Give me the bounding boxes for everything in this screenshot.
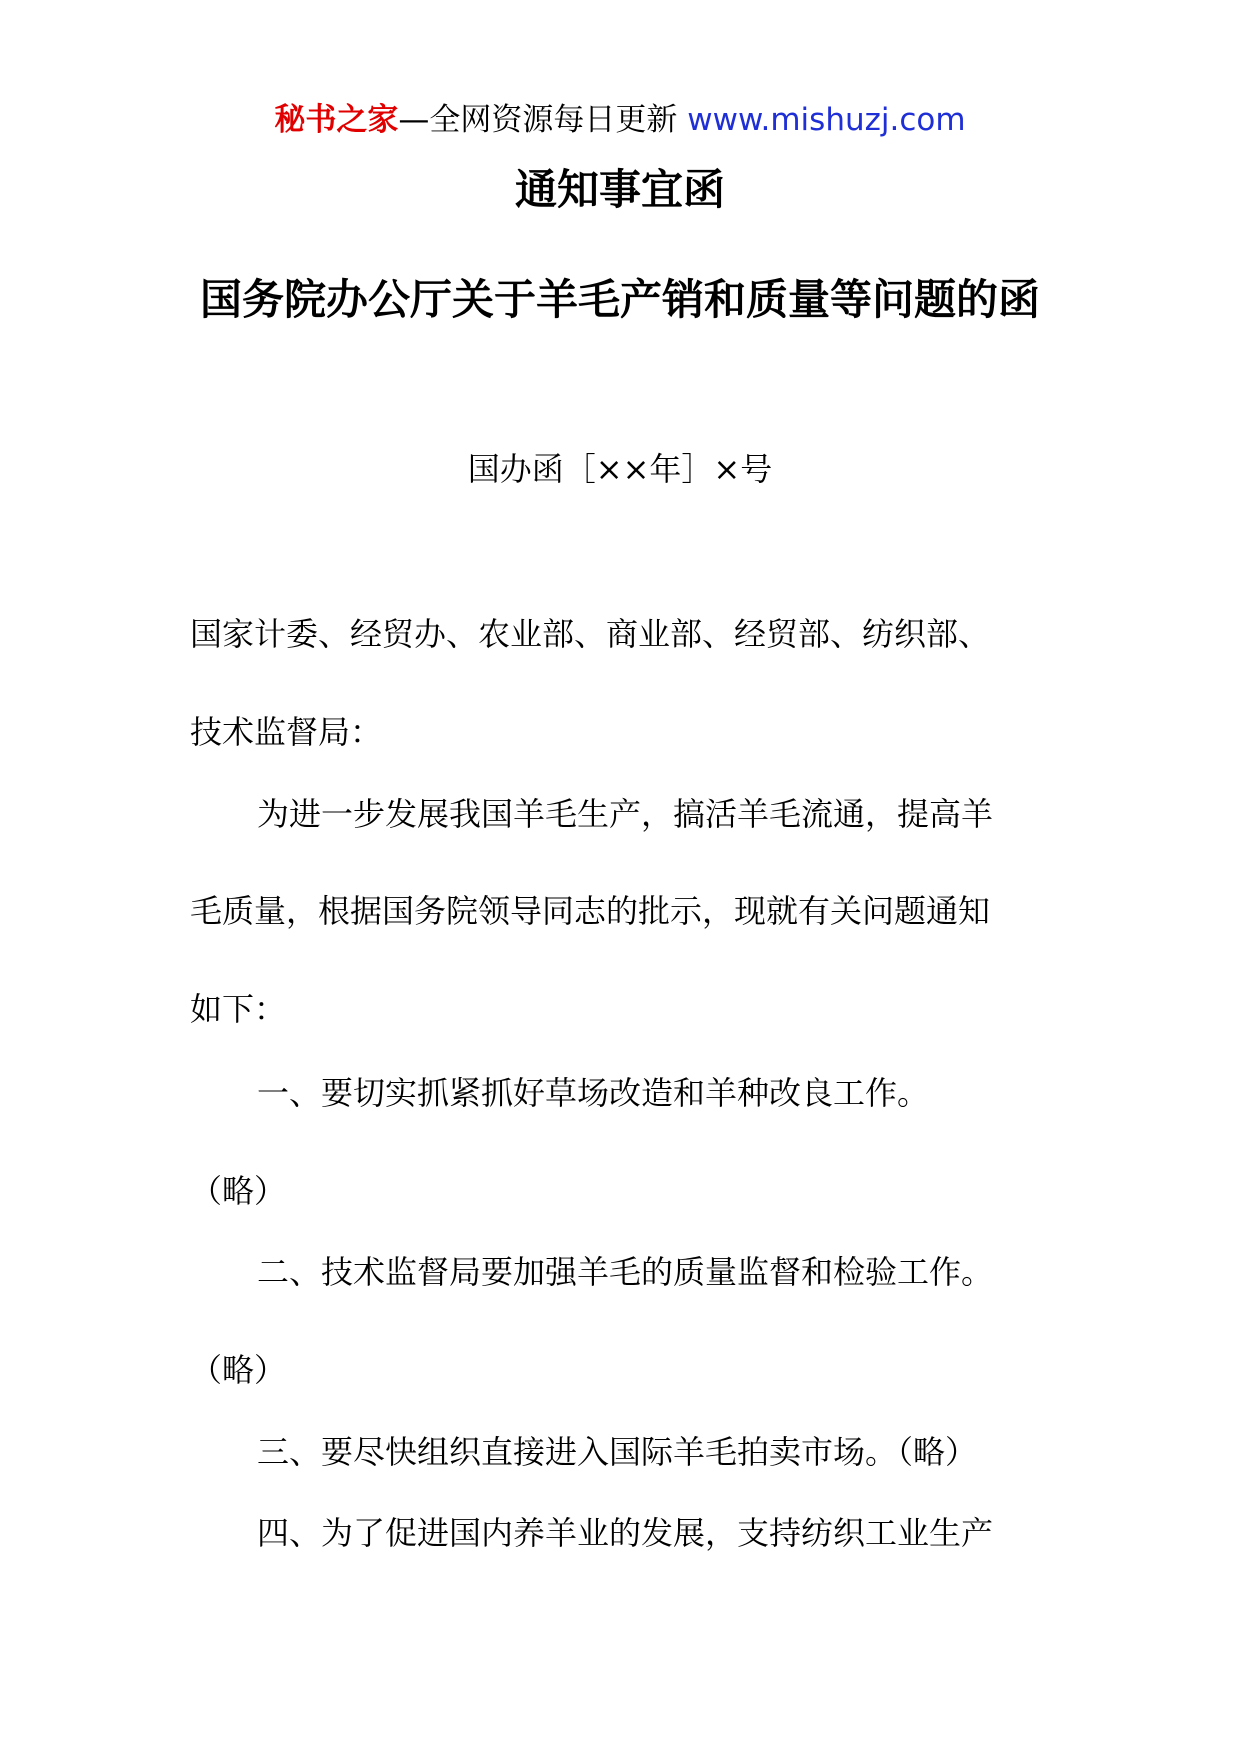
body-paragraph-line: 毛质量，根据国务院领导同志的批示，现就有关问题通知: [190, 892, 991, 930]
section-one-omitted: （略）: [190, 1172, 287, 1210]
section-three-heading: 三、要尽快组织直接进入国际羊毛拍卖市场。（略）: [257, 1433, 978, 1471]
site-banner: [0, 100, 1240, 140]
section-two-heading: 二、技术监督局要加强羊毛的质量监督和检验工作。: [257, 1253, 994, 1291]
document-title: 国务院办公厅关于羊毛产销和质量等问题的函: [199, 275, 1040, 324]
section-two-omitted: （略）: [190, 1351, 287, 1389]
document-number: 国办函［××年］×号: [467, 450, 773, 488]
section-four-heading: 四、为了促进国内养羊业的发展，支持纺织工业生产: [257, 1514, 994, 1552]
section-one-heading: 一、要切实抓紧抓好草场改造和羊种改良工作。: [257, 1074, 930, 1112]
body-paragraph-line: 为进一步发展我国羊毛生产，搞活羊毛流通，提高羊: [257, 795, 994, 833]
banner-slogan: —全网资源每日更新: [398, 102, 678, 138]
addressee-line-2: 技术监督局：: [190, 713, 383, 751]
document-type-heading: 通知事宜函: [514, 165, 725, 214]
body-paragraph-line: 如下：: [190, 990, 287, 1028]
banner-brand: 秘书之家: [274, 102, 399, 138]
addressee-line-1: 国家计委、经贸办、农业部、商业部、经贸部、纺织部、: [190, 615, 991, 653]
banner-url-link[interactable]: www.mishuzj.com: [687, 102, 966, 138]
